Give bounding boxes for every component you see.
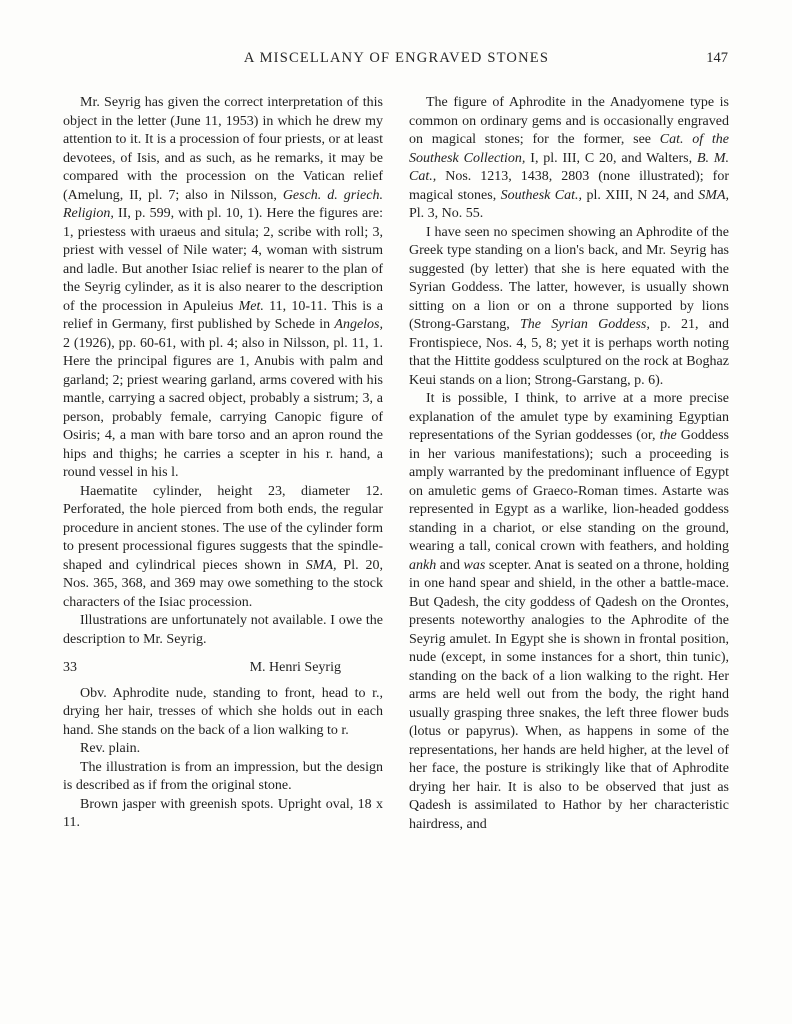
entry-author-name: M. Henri Seyrig — [249, 660, 341, 675]
text-run: I, pl. III, C 20, and Walters, — [525, 150, 697, 166]
paragraph — [63, 759, 383, 796]
paragraph — [409, 94, 729, 224]
text-run: Nos. 1213, 1438, 2803 (none illustrated); for magical stones, — [409, 169, 729, 203]
text-run: Mr. Seyrig has given the correct interpretation of this object in the letter (June 11, 1953) in which he drew my attention to it. It is a procession of four priests, or at least devotees, of Isis, and as such, as he remarks, it may be compared with the procession on the Vatican relief (Amelung, II, pl. 7; also in Nilsson, — [63, 95, 383, 203]
text-run: pl. XIII, N 24, and — [582, 187, 699, 203]
text-run: Pl. 20, Nos. 365, 368, and 369 may owe something to the stock characters of the Isiac procession. — [63, 557, 383, 610]
text-run: The figure of Aphrodite in the Anadyomene type is common on ordinary gems and is occasionally engraved on magical stones; for the former, see — [409, 95, 729, 147]
paragraph — [409, 224, 729, 391]
paragraph — [63, 796, 383, 833]
text-run: Rev. plain. — [80, 741, 141, 756]
italic-citation: B. M. Cat., — [409, 150, 729, 184]
italic-citation: Angelos, — [334, 317, 383, 332]
two-column-text — [63, 94, 730, 834]
text-run: Illustrations are unfortunately not available. I owe the description to Mr. Seyrig. — [63, 613, 383, 647]
italic-citation: Cat. of the Southesk Collection, — [409, 132, 729, 166]
italic-citation: The Syrian Goddess, — [520, 317, 650, 332]
paragraph — [63, 612, 383, 649]
italic-citation: SMA, — [698, 187, 729, 203]
left-column — [63, 94, 383, 834]
text-run: p. 21, and Frontispiece, Nos. 4, 5, 8; yet it is perhaps worth noting that the Hittite goddess sculptured on the rock at Boghaz Keui stands on a lion; Strong-Garstang, p. 6). — [409, 317, 729, 388]
paragraph — [63, 483, 383, 613]
italic-citation: Met. — [238, 298, 264, 314]
text-run: scepter. Anat is seated on a throne, holding in one hand spear and shield, in the other a battle-mace. But Qadesh, the city goddess of Qadesh on the Orontes, presents noteworthy analogies to the Aphrodite of the Seyrig amulet. In Egypt she is shown in frontal position, nude (except, in some instances for a short, thin tunic), standing on the back of a lion walking to the right. Her arms are held well out from the body, the right hand usually grasping three snakes, the left three flower buds (lotus or papyrus). When, as happens in some of the representations, her hands are held higher, at the level of her face, the posture is strikingly like that of Aphrodite drying her hair. It is also to be observed that just as Qadesh is assimilated to Hathor by her characteristic hairdress, and — [409, 557, 729, 832]
italic-citation: the — [659, 428, 677, 443]
text-run: 11, 10-11. This is a relief in Germany, first published by Schede in — [63, 298, 384, 332]
text-run: Goddess in her various manifestations); such a proceeding is amply warranted by the predominant influence of Egypt on amuletic gems of Graeco-Roman times. Astarte was represented in Egypt as a warlike, lion-headed goddess standing in a chariot, or else standing on the ground, wearing a tall, conical crown with feathers, and holding — [409, 428, 729, 554]
right-column — [409, 94, 729, 834]
catalog-entry-heading — [63, 659, 383, 678]
text-run: Brown jasper with greenish spots. Upright oval, 18 x 11. — [63, 796, 383, 830]
text-run: It is possible, I think, to arrive at a more precise explanation of the amulet type by examining Egyptian representations of the Syrian goddesses (or, — [409, 391, 729, 443]
text-run: Pl. 3, No. 55. — [409, 206, 484, 221]
italic-citation: ankh — [409, 557, 437, 573]
paragraph — [63, 94, 383, 483]
italic-citation: Gesch. d. griech. Religion, — [63, 187, 383, 221]
page-number: 147 — [706, 50, 728, 66]
running-head — [63, 50, 730, 72]
italic-citation: Southesk Cat., — [500, 187, 583, 203]
text-run: I have seen no specimen showing an Aphrodite of the Greek type standing on a lion's back, and Mr. Seyrig has suggested (by letter) that she is here equated with the Syrian Goddess. The latter, however, is usually shown sitting on a lion or on a throne supported by lions (Strong-Garstang, — [409, 224, 729, 332]
paragraph — [63, 740, 383, 759]
paragraph — [63, 685, 383, 741]
text-run: and — [436, 557, 464, 573]
text-run: The illustration is from an impression, but the design is described as if from the original stone. — [63, 759, 383, 793]
text-run: Haematite cylinder, height 23, diameter 12. Perforated, the hole pierced from both ends, the regular procedure in ancient stones. The use of the cylinder form to present processional figures suggests that the spindle-shaped and cylindrical pieces shown in — [63, 483, 383, 573]
text-run: II, p. 599, with pl. 10, 1). Here the figures are: 1, priestess with uraeus and situla; 2, scribe with roll; 3, priest with vessel of Nile water; 4, woman with sistrum and ladle. But another Isiac relief is nearer to the plan of the Seyrig cylinder, as it is also nearer to the description of the procession in Apuleius — [63, 206, 383, 314]
italic-citation: was — [463, 557, 486, 573]
paragraph — [409, 390, 729, 834]
text-run: Obv. Aphrodite nude, standing to front, head to r., drying her hair, tresses of which she holds out in each hand. She stands on the back of a lion walking to r. — [63, 685, 383, 738]
page-title: A MISCELLANY OF ENGRAVED STONES — [243, 50, 550, 66]
text-run: 2 (1926), pp. 60-61, with pl. 4; also in Nilsson, pl. 11, 1. Here the principal figures are 1, Anubis with palm and garland; 2; priest wearing garland, arms covered with his mantle, carrying a sacred object, probably a sistrum; 3, a person, probably female, carrying Canopic figure of Osiris; 4, a man with bare torso and an apron round the hips and thighs; he carries a scepter in his r. hand, a round vessel in his l. — [63, 335, 383, 480]
entry-number: 33 — [63, 660, 77, 675]
italic-citation: SMA, — [305, 557, 337, 573]
